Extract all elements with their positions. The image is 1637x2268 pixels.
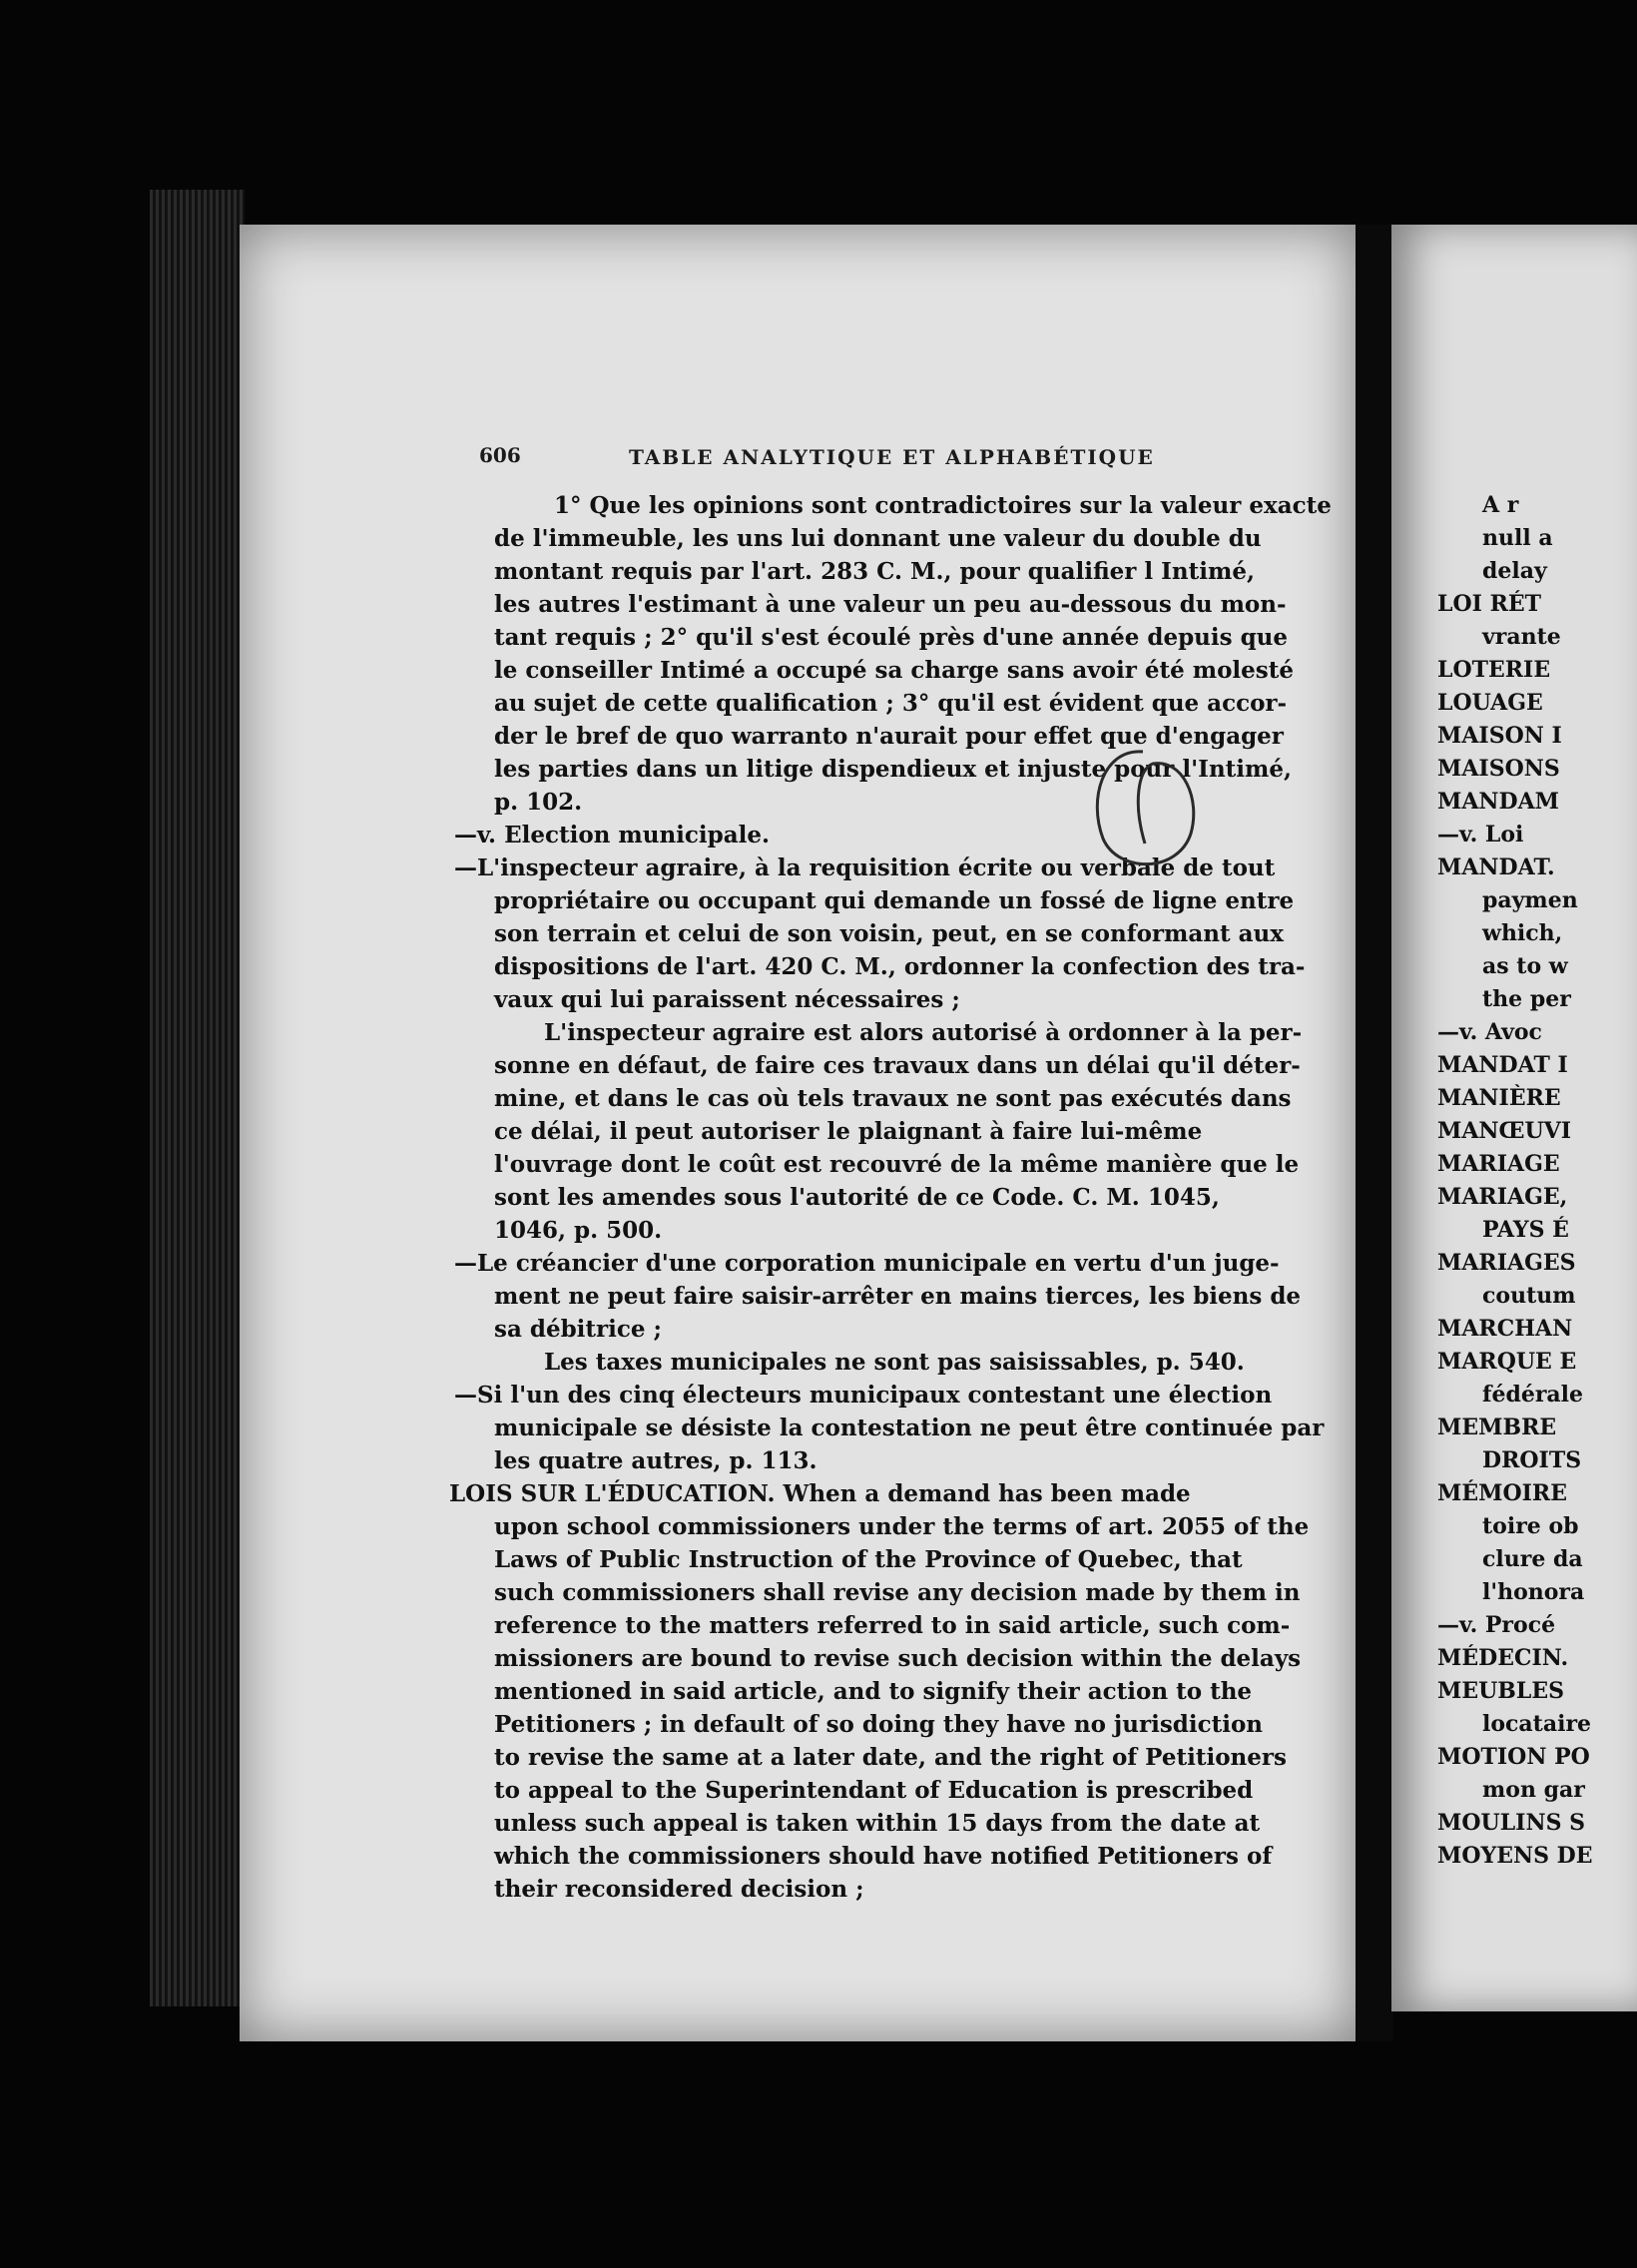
text-line: reference to the matters referred to in said article, such com- <box>494 1612 1291 1639</box>
text-line: Laws of Public Instruction of the Province of Quebec, that <box>494 1546 1243 1573</box>
text-line: p. 102. <box>494 789 583 816</box>
text-line: L'inspecteur agraire est alors autorisé à ordonner à la per- <box>544 1019 1303 1046</box>
text-line: sa débitrice ; <box>494 1316 663 1343</box>
entry-heading: MOYENS DE <box>1437 1843 1593 1869</box>
text-line: vaux qui lui paraissent nécessaires ; <box>494 986 960 1013</box>
text-line: les quatre autres, p. 113. <box>494 1447 818 1474</box>
text-line: coutum <box>1482 1283 1576 1309</box>
text-line: which the commissioners should have notified Petitioners of <box>494 1843 1273 1870</box>
text-line: DROITS <box>1482 1447 1582 1473</box>
entry-line: —Si l'un des cinq électeurs municipaux contestant une élection <box>454 1382 1273 1409</box>
text-line: delay <box>1482 558 1547 584</box>
entry-heading: MEUBLES <box>1437 1678 1565 1704</box>
entry-heading: MANDAT I <box>1437 1052 1568 1078</box>
text-line: 1046, p. 500. <box>494 1217 663 1244</box>
left-page-text <box>449 489 1332 1906</box>
right-page-text <box>1437 489 1637 1873</box>
text-line: au sujet de cette qualification ; 3° qu'il est évident que accor- <box>494 690 1288 717</box>
text-line: les autres l'estimant à une valeur un peu au-dessous du mon- <box>494 591 1287 618</box>
page-header <box>479 443 1238 483</box>
text-line: ce délai, il peut autoriser le plaignant à faire lui-même <box>494 1118 1203 1145</box>
text-line: upon school commissioners under the terms of art. 2055 of the <box>494 1513 1310 1540</box>
text-line: l'ouvrage dont le coût est recouvré de la même manière que le <box>494 1151 1300 1178</box>
text-line: der le bref de quo warranto n'aurait pour effet que d'engager <box>494 723 1284 750</box>
entry-heading: MAISON I <box>1437 723 1562 749</box>
text-line: municipale se désiste la contestation ne peut être continuée par <box>494 1415 1325 1441</box>
text-line: ment ne peut faire saisir-arrêter en mains tierces, les biens de <box>494 1283 1302 1310</box>
text-line: sonne en défaut, de faire ces travaux dans un délai qu'il déter- <box>494 1052 1301 1079</box>
text-line: paymen <box>1482 887 1578 913</box>
entry-heading: MARIAGES <box>1437 1250 1576 1276</box>
entry-heading: MARCHAN <box>1437 1316 1573 1342</box>
cross-reference: —v. Loi <box>1437 822 1524 848</box>
text-line: null a <box>1482 525 1553 551</box>
handwritten-circle-mark <box>1083 744 1203 878</box>
text-line: PAYS É <box>1482 1217 1569 1243</box>
entry-heading: MARQUE E <box>1437 1349 1577 1375</box>
text-line: tant requis ; 2° qu'il s'est écoulé près d'une année depuis que <box>494 624 1289 651</box>
entry-heading: MARIAGE <box>1437 1151 1560 1177</box>
text-line: propriétaire ou occupant qui demande un fossé de ligne entre <box>494 887 1295 914</box>
entry-heading: MARIAGE, <box>1437 1184 1568 1210</box>
entry-heading: MANIÈRE <box>1437 1085 1561 1111</box>
text-line: locataire <box>1482 1711 1592 1737</box>
entry-heading: MOULINS S <box>1437 1810 1586 1836</box>
text-line: Petitioners ; in default of so doing they have no jurisdiction <box>494 1711 1264 1738</box>
text-line: which, <box>1482 920 1563 946</box>
text-line: sont les amendes sous l'autorité de ce Code. C. M. 1045, <box>494 1184 1220 1211</box>
entry-heading: LOUAGE <box>1437 690 1543 716</box>
entry-heading: MÉMOIRE <box>1437 1480 1567 1506</box>
entry-heading: MANŒUVI <box>1437 1118 1572 1144</box>
text-line: mentioned in said article, and to signify their action to the <box>494 1678 1253 1705</box>
text-line: missioners are bound to revise such decision within the delays <box>494 1645 1302 1672</box>
text-line: les parties dans un litige dispendieux et injuste pour l'Intimé, <box>494 756 1293 783</box>
entry-heading: LOTERIE <box>1437 657 1551 683</box>
text-line: Les taxes municipales ne sont pas saisissables, p. 540. <box>544 1349 1245 1376</box>
cross-reference: —v. Election municipale. <box>454 822 771 849</box>
text-line: 1° Que les opinions sont contradictoires sur la valeur exacte <box>554 492 1332 519</box>
entry-heading: MÉDECIN. <box>1437 1645 1569 1671</box>
text-line: to revise the same at a later date, and the right of Petitioners <box>494 1744 1287 1771</box>
entry-heading: LOIS SUR L'ÉDUCATION. When a demand has been made <box>449 1480 1191 1507</box>
entry-line: —L'inspecteur agraire, à la requisition écrite ou verbale de tout <box>454 854 1276 881</box>
text-line: toire ob <box>1482 1513 1579 1539</box>
text-line: such commissioners shall revise any decision made by them in <box>494 1579 1301 1606</box>
text-line: vrante <box>1482 624 1561 650</box>
cross-reference: —v. Procé <box>1437 1612 1556 1638</box>
running-head: TABLE ANALYTIQUE ET ALPHABÉTIQUE <box>629 445 1155 469</box>
book-page-edges <box>150 190 245 2006</box>
text-line: clure da <box>1482 1546 1583 1572</box>
text-line: to appeal to the Superintendant of Education is prescribed <box>494 1777 1254 1804</box>
text-line: their reconsidered decision ; <box>494 1876 864 1903</box>
entry-heading: MANDAT. <box>1437 854 1555 880</box>
cross-reference: —v. Avoc <box>1437 1019 1542 1045</box>
text-line: de l'immeuble, les uns lui donnant une valeur du double du <box>494 525 1262 552</box>
entry-line: —Le créancier d'une corporation municipale en vertu d'un juge- <box>454 1250 1280 1277</box>
entry-heading: LOI RÉT <box>1437 591 1542 617</box>
entry-heading: MANDAM <box>1437 789 1560 815</box>
entry-heading: MEMBRE <box>1437 1415 1557 1440</box>
text-line: A r <box>1482 492 1519 518</box>
text-line: the per <box>1482 986 1571 1012</box>
text-line: son terrain et celui de son voisin, peut, en se conformant aux <box>494 920 1284 947</box>
text-line: le conseiller Intimé a occupé sa charge sans avoir été molesté <box>494 657 1295 684</box>
text-line: mon gar <box>1482 1777 1585 1803</box>
text-line: dispositions de l'art. 420 C. M., ordonner la confection des tra- <box>494 953 1306 980</box>
page-number: 606 <box>479 443 521 467</box>
text-line: mine, et dans le cas où tels travaux ne sont pas exécutés dans <box>494 1085 1292 1112</box>
text-line: unless such appeal is taken within 15 days from the date at <box>494 1810 1261 1837</box>
entry-heading: MAISONS <box>1437 756 1560 782</box>
text-line: as to w <box>1482 953 1568 979</box>
book-gutter <box>1356 225 1393 2041</box>
text-line: montant requis par l'art. 283 C. M., pour qualifier l Intimé, <box>494 558 1255 585</box>
entry-heading: MOTION PO <box>1437 1744 1590 1770</box>
text-line: l'honora <box>1482 1579 1585 1605</box>
text-line: fédérale <box>1482 1382 1584 1408</box>
